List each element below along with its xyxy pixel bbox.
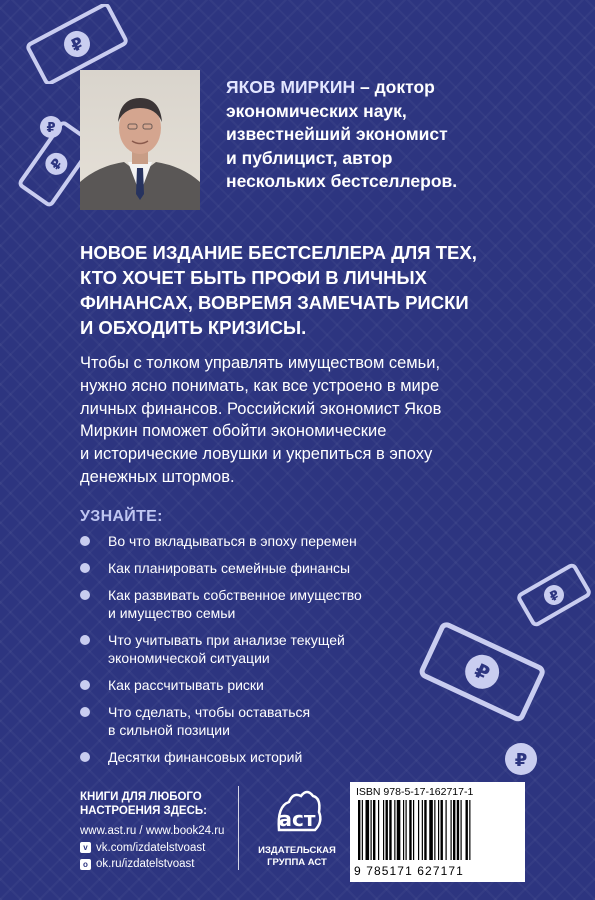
svg-text:₽: ₽ bbox=[46, 121, 56, 136]
website-link[interactable]: www.ast.ru / www.book24.ru bbox=[80, 825, 225, 837]
bullet-icon bbox=[80, 752, 90, 762]
author-bio-line: – доктор bbox=[355, 77, 435, 97]
author-bio-line: нескольких бестселлеров. bbox=[226, 171, 458, 191]
author-bio-line: и публицист, автор bbox=[226, 147, 393, 168]
description-line: Чтобы с толком управлять имуществом семьи, bbox=[80, 354, 441, 372]
bullet-icon bbox=[80, 536, 90, 546]
barcode-digits: 9 785171 627171 bbox=[354, 864, 464, 878]
bullet-icon bbox=[80, 635, 90, 645]
svg-text:₽: ₽ bbox=[470, 657, 494, 686]
list-item bbox=[80, 586, 400, 622]
description-line: личных финансов. Российский экономист Яков bbox=[80, 399, 442, 418]
list-item-text: Во что вкладываться в эпоху перемен bbox=[108, 533, 357, 549]
author-bio-line: известнейший экономист bbox=[226, 124, 448, 144]
ruble-bill-icon bbox=[418, 610, 548, 730]
barcode-icon bbox=[356, 800, 519, 862]
list-item bbox=[80, 631, 400, 667]
headline-line: НОВОЕ ИЗДАНИЕ БЕСТСЕЛЛЕРА ДЛЯ ТЕХ, bbox=[80, 242, 477, 263]
svg-text:₽: ₽ bbox=[67, 33, 88, 57]
bullet-icon bbox=[80, 563, 90, 573]
author-name: ЯКОВ МИРКИН bbox=[226, 77, 356, 97]
list-item-text: в сильной позиции bbox=[108, 722, 230, 738]
description-line: Миркин поможет обойти экономические bbox=[80, 422, 387, 441]
ruble-coin-icon bbox=[498, 736, 544, 782]
footer-title-line: НАСТРОЕНИЯ ЗДЕСЬ: bbox=[80, 805, 207, 817]
ok-icon: o bbox=[80, 859, 91, 870]
vk-row[interactable] bbox=[80, 840, 224, 857]
publisher-label-line: ГРУППА АСТ bbox=[267, 857, 327, 868]
publisher-block bbox=[247, 786, 347, 869]
list-item-text: Как рассчитывать риски bbox=[108, 677, 264, 693]
list-item-text: Как планировать семейные финансы bbox=[108, 560, 351, 576]
author-bio bbox=[226, 76, 566, 194]
list-item bbox=[80, 676, 400, 694]
list-item bbox=[80, 748, 400, 766]
vk-link[interactable]: vk.com/izdatelstvoast bbox=[96, 841, 206, 854]
learn-title: УЗНАЙТЕ: bbox=[80, 508, 163, 525]
learn-list bbox=[80, 532, 400, 766]
book-description bbox=[80, 352, 560, 489]
author-photo bbox=[80, 70, 200, 210]
bullet-icon bbox=[80, 707, 90, 717]
list-item bbox=[80, 559, 400, 577]
ruble-coin-icon bbox=[36, 112, 66, 142]
list-item-text: Что учитывать при анализе текущей bbox=[108, 632, 345, 648]
svg-text:₽: ₽ bbox=[47, 155, 67, 174]
publisher-logo bbox=[267, 786, 327, 838]
ok-link[interactable]: ok.ru/izdatelstvoast bbox=[96, 858, 195, 870]
list-item bbox=[80, 703, 400, 739]
footer-title-line: КНИГИ ДЛЯ ЛЮБОГО bbox=[80, 791, 202, 803]
description-line: денежных штормов. bbox=[80, 467, 235, 486]
description-line: нужно ясно понимать, как все устроено в мире bbox=[80, 376, 440, 395]
bullet-icon bbox=[80, 680, 90, 690]
publisher-label bbox=[247, 845, 347, 869]
footer-title bbox=[80, 790, 230, 818]
description-line: и исторические ловушки и укрепиться в эпоху bbox=[80, 445, 433, 464]
publisher-label-line: ИЗДАТЕЛЬСКАЯ bbox=[258, 845, 336, 856]
vk-icon: v bbox=[80, 842, 91, 853]
list-item-text: и имущество семьи bbox=[108, 605, 236, 621]
footer-divider bbox=[238, 786, 239, 870]
bullet-icon bbox=[80, 590, 90, 600]
list-item-text: Что сделать, чтобы оставаться bbox=[108, 704, 311, 720]
headline-line: КТО ХОЧЕТ БЫТЬ ПРОФИ В ЛИЧНЫХ bbox=[80, 267, 427, 288]
author-bio-line: экономических наук, bbox=[226, 100, 407, 121]
list-item-text: экономической ситуации bbox=[108, 650, 270, 666]
svg-text:₽: ₽ bbox=[547, 587, 563, 606]
ok-row[interactable] bbox=[80, 856, 224, 873]
headline-line: ФИНАНСАХ, ВОВРЕМЯ ЗАМЕЧАТЬ РИСКИ bbox=[80, 292, 469, 313]
barcode-block bbox=[350, 782, 525, 882]
footer-links bbox=[80, 823, 224, 873]
list-item bbox=[80, 532, 400, 550]
list-item-text: Как развивать собственное имущество bbox=[108, 587, 362, 603]
list-item-text: Десятки финансовых историй bbox=[108, 749, 303, 765]
book-headline bbox=[80, 240, 560, 340]
svg-text:₽: ₽ bbox=[514, 750, 528, 771]
isbn-text: ISBN 978-5-17-162717-1 bbox=[356, 786, 474, 798]
headline-line: И ОБХОДИТЬ КРИЗИСЫ. bbox=[80, 317, 307, 338]
publisher-logo-text: aст bbox=[278, 807, 316, 831]
